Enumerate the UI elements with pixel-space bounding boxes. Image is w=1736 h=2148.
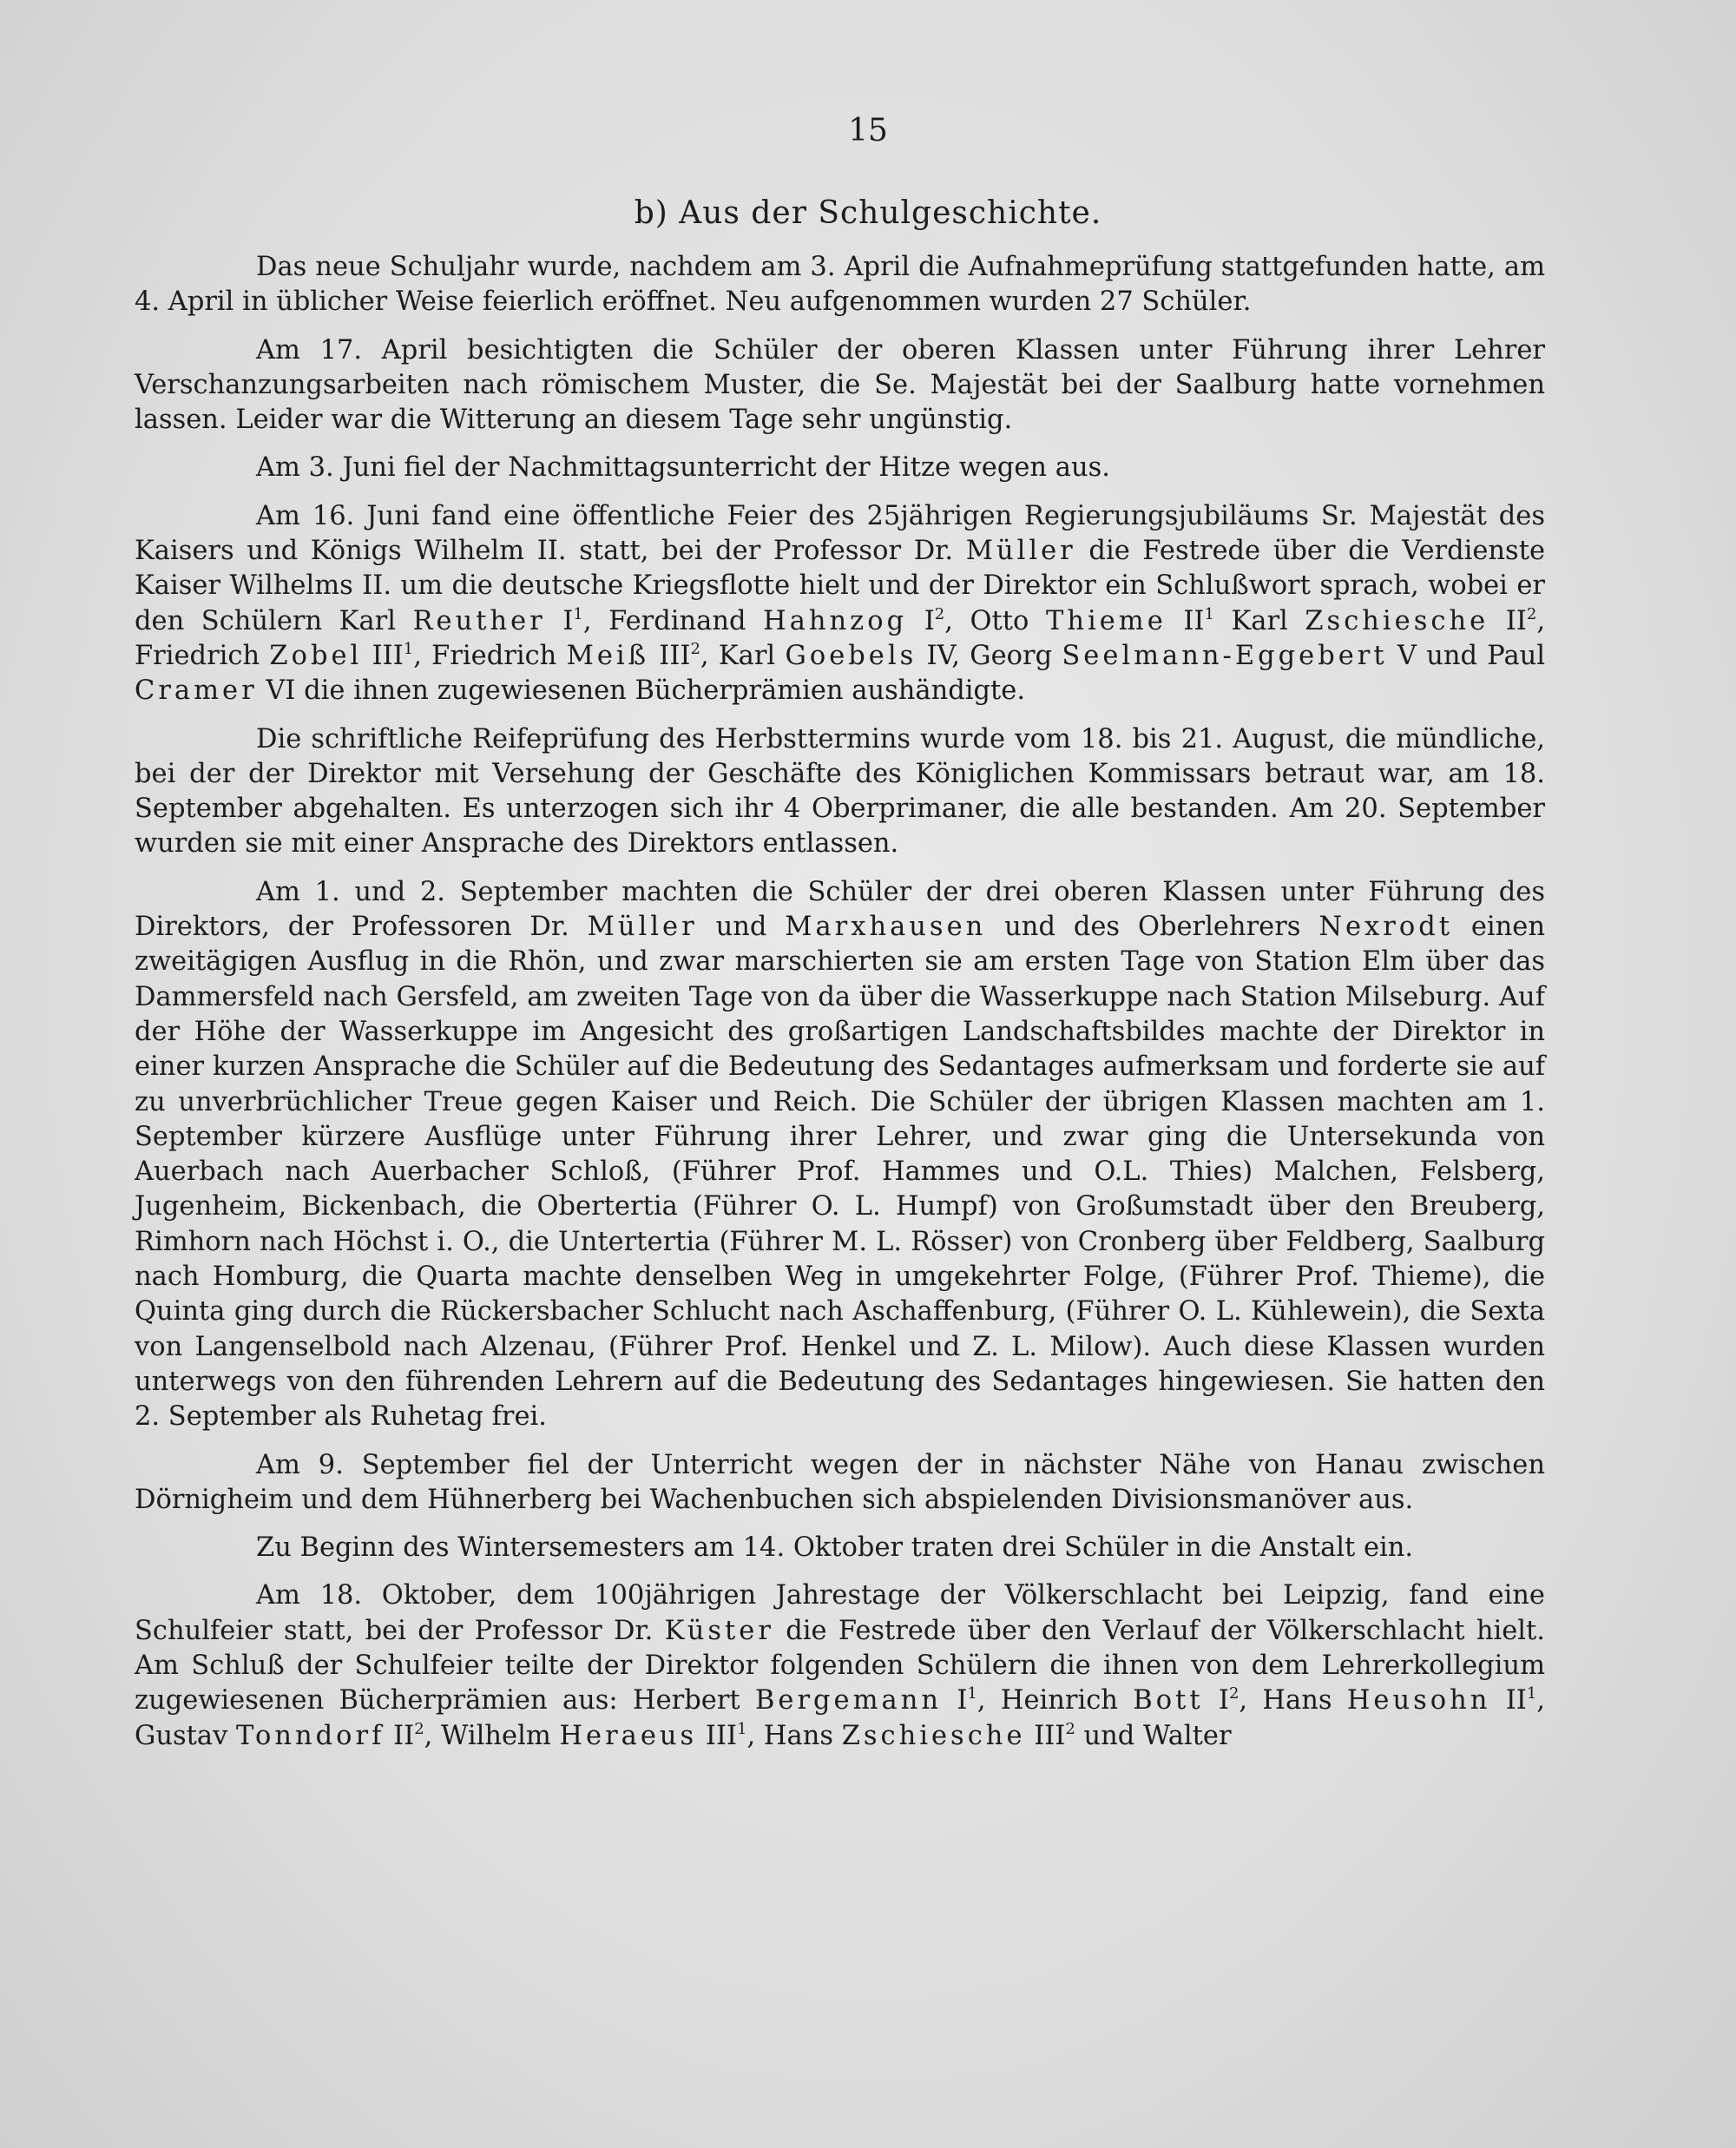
paragraph-heat-holiday: Am 3. Juni fiel der Nachmittagsunterricht der Hitze wegen aus. [256,452,1110,484]
paragraph-saalburg-visit: Am 17. April besichtigten die Schüler der oberen Klassen unter Führung ihrer Lehrer Verschanzungsarbeiten nach römischem Muster, die Se. Majestät bei der Saalburg hatte vornehmen lassen. Leider war die Witterung an diesem Tage sehr ungünstig. [135,334,1545,436]
section-heading: b) Aus der Schulgeschichte. [634,195,1102,231]
page-number: 15 [848,113,888,148]
paragraph-excursions: Am 1. und 2. September machten die Schüler der drei oberen Klassen unter Führung des Direktors, der Professoren Dr. Müller und Marxhausen und des Oberlehrers Nexrodt einen zweitägigen Ausflug in die Rhön, und zwar marschierten sie am ersten Tage von Station Elm über das Dammersfeld nach Gersfeld, am zweiten Tage von da über die Wasserkuppe nach Station Milseburg. Auf der Höhe der Wasserkuppe im Angesicht des großartigen Landschaftsbildes machte der Direktor in einer kurzen Ansprache die Schüler auf die Bedeutung des Sedantages aufmerksam und forderte sie auf zu unverbrüchlicher Treue gegen Kaiser und Reich. Die Schüler der übrigen Klassen machten am 1. September kürzere Ausflüge unter Führung ihrer Lehrer, und zwar ging die Untersekunda von Auerbach nach Auerbacher Schloß, (Führer Prof. Hammes und O.L. Thies) Malchen, Felsberg, Jugenheim, Bickenbach, die Obertertia (Führer O. L. Humpf) von Großumstadt über den Breuberg, Rimhorn nach Höchst i. O., die Untertertia (Führer M. L. Rösser) von Cronberg über Feldberg, Saalburg nach Homburg, die Quarta machte denselben Weg in umgekehrter Folge, (Führer Prof. Thieme), die Quinta ging durch die Rückersbacher Schlucht nach Aschaffenburg, (Führer O. L. Kühlewein), die Sexta von Langenselbold nach Alzenau, (Führer Prof. Henkel und Z. L. Milow). Auch diese Klassen wurden unterwegs von den führenden Lehrern auf die Bedeutung des Sedantages hingewiesen. Sie hatten den 2. September als Ruhetag frei. [135,876,1546,1433]
paragraph-leipzig-anniversary: Am 18. Oktober, dem 100jährigen Jahrestage der Völkerschlacht bei Leipzig, fand eine Schulfeier statt, bei der Professor Dr. Küster die Festrede über den Verlauf der Völkerschlacht hielt. Am Schluß der Schulfeier teilte der Direktor folgenden Schülern die ihnen von dem Lehrerkollegium zugewiesenen Bücherprämien aus: Herbert Bergemann $I^1$, Heinrich Bott $I^2$, Hans Heusohn $II^1$, Gustav Tonndorf $II^2$, Wilhelm Heraeus III$^1$, Hans Zschiesche III$^2$ und Walter [135,1580,1545,1751]
paragraph-division-maneuver: Am 9. September fiel der Unterricht wegen der in nächster Nähe von Hanau zwischen Dörnigheim und dem Hühnerberg bei Wachenbuchen sich abspielenden Divisionsmanöver aus. [135,1449,1545,1515]
paragraph-winter-semester: Zu Beginn des Wintersemesters am 14. Oktober traten drei Schüler in die Anstalt ein. [256,1532,1414,1564]
paragraph-jubilee-celebration: Am 16. Juni fand eine öffentliche Feier des 25jährigen Regierungsjubiläums Sr. Majestät des Kaisers und Königs Wilhelm II. statt, bei der Professor Dr. Müller die Festrede über die Verdienste Kaiser Wilhelms II. um die deutsche Kriegsflotte hielt und der Direktor ein Schlußwort sprach, wobei er den Schülern Karl Reuther $I^1$, Ferdinand Hahnzog $I^2$, Otto Thieme $II^1$ Karl Zschiesche $II^2$, Friedrich Zobel III$^1$, Friedrich Meiß III$^2$, Karl Goebels IV, Georg Seelmann-Eggebert V und Paul Cramer VI die ihnen zugewiesenen Bücherprämien aushändigte. [135,500,1546,707]
body-text [135,250,1545,1767]
paragraph-school-year-opening: Das neue Schuljahr wurde, nachdem am 3. April die Aufnahmeprüfung stattgefunden hatte, am 4. April in üblicher Weise feierlich eröffnet. Neu aufgenommen wurden 27 Schüler. [135,252,1545,318]
paragraph-final-exam: Die schriftliche Reifeprüfung des Herbsttermins wurde vom 18. bis 21. August, die mündliche, bei der der Direktor mit Versehung der Geschäfte des Königlichen Kommissars betraut war, am 18. September abgehalten. Es unterzogen sich ihr 4 Oberprimaner, die alle bestanden. Am 20. September wurden sie mit einer Ansprache des Direktors entlassen. [135,723,1545,860]
